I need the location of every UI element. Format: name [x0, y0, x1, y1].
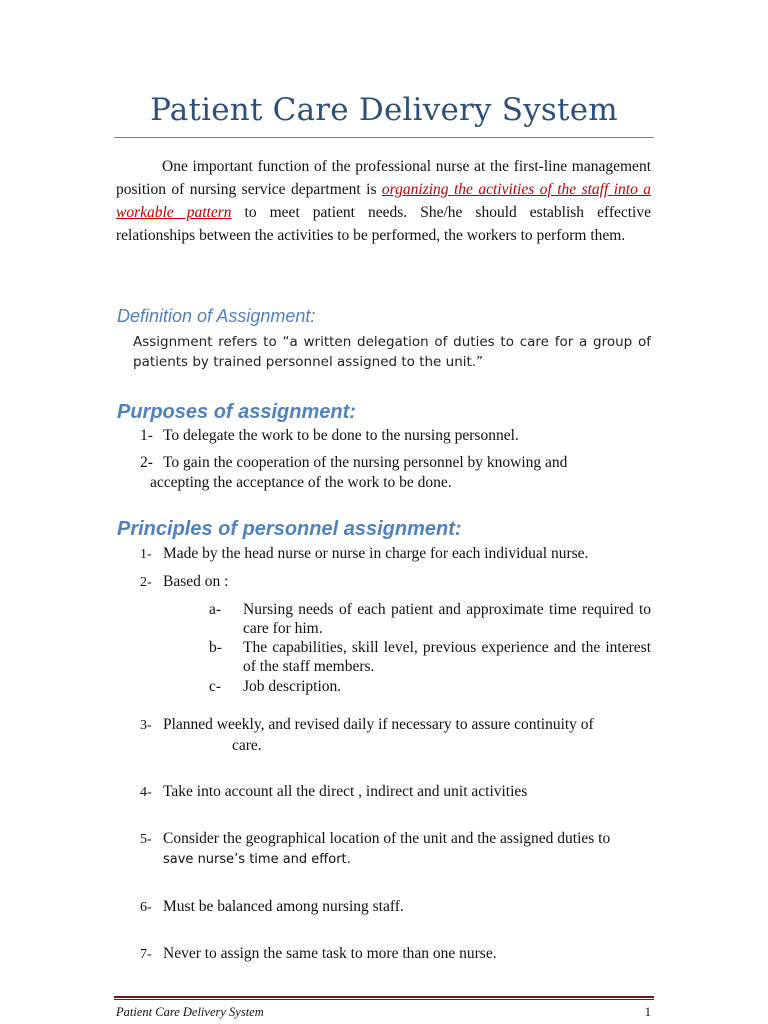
- page-title: Patient Care Delivery System: [150, 92, 618, 128]
- principle-item: [140, 572, 651, 593]
- purposes-heading: Purposes of assignment:: [117, 401, 356, 423]
- item-number: 2-: [140, 454, 153, 471]
- item-number: 2-: [140, 575, 152, 590]
- item-text: Planned weekly, and revised daily if necessary to assure continuity of: [163, 716, 594, 733]
- principle-item: [140, 829, 651, 870]
- item-text: Never to assign the same task to more than one nurse.: [163, 945, 497, 962]
- intro-text-start: One important function of the professional nurse at the first-line management position of nursing service department is: [116, 158, 651, 198]
- page-number: 1: [644, 1005, 651, 1019]
- item-continuation: care.: [232, 737, 262, 754]
- item-text: Must be balanced among nursing staff.: [163, 898, 404, 915]
- purpose-item: [140, 426, 651, 446]
- definition-text: Assignment refers to “a written delegation of duties to care for a group of patients by trained personnel assigned to the unit.”: [133, 334, 651, 370]
- item-text: To delegate the work to be done to the nursing personnel.: [163, 427, 519, 444]
- item-continuation: save nurse’s time and effort.: [163, 852, 351, 867]
- principle-item: [140, 782, 651, 803]
- item-text: To gain the cooperation of the nursing personnel by knowing and: [163, 454, 568, 471]
- principle-item: [140, 544, 651, 565]
- subitem-text: Job description.: [243, 678, 342, 695]
- footer-rule: [114, 996, 654, 998]
- based-on-subitem: [209, 677, 651, 696]
- based-on-subitem: [209, 600, 651, 638]
- title-underline: [114, 137, 654, 138]
- item-text: Made by the head nurse or nurse in charge for each individual nurse.: [163, 545, 589, 562]
- principles-heading: Principles of personnel assignment:: [117, 518, 462, 540]
- subitem-letter: b-: [209, 639, 222, 656]
- item-text: Consider the geographical location of the unit and the assigned duties to: [163, 830, 611, 847]
- item-number: 1-: [140, 427, 153, 444]
- subitem-text: The capabilities, skill level, previous experience and the interest of the staff members.: [243, 639, 651, 675]
- footer-rule-thin: [114, 999, 654, 1000]
- item-number: 7-: [140, 947, 152, 962]
- intro-text-end: to meet patient needs. She/he should establish effective relationships between the activities to be performed, the workers to perform them.: [116, 204, 651, 244]
- definition-heading: Definition of Assignment:: [117, 306, 316, 326]
- principle-item: [140, 715, 651, 756]
- subitem-letter: a-: [209, 601, 222, 618]
- item-text: Take into account all the direct , indirect and unit activities: [163, 783, 528, 800]
- principle-item: [140, 897, 651, 918]
- principle-item: [140, 944, 651, 965]
- purpose-item: [140, 453, 651, 493]
- item-number: 1-: [140, 547, 152, 562]
- intro-highlight: organizing the activities of the staff into a workable pattern: [116, 181, 652, 221]
- item-number: 5-: [140, 832, 152, 847]
- item-text: Based on :: [163, 573, 229, 590]
- based-on-subitem: [209, 638, 651, 676]
- item-continuation: accepting the acceptance of the work to be done.: [150, 474, 452, 491]
- item-number: 4-: [140, 785, 152, 800]
- subitem-text: Nursing needs of each patient and approximate time required to care for him.: [243, 601, 651, 637]
- intro-paragraph: [116, 155, 651, 247]
- item-number: 3-: [140, 718, 152, 733]
- footer-title: Patient Care Delivery System: [116, 1005, 264, 1019]
- subitem-letter: c-: [209, 678, 222, 695]
- item-number: 6-: [140, 900, 152, 915]
